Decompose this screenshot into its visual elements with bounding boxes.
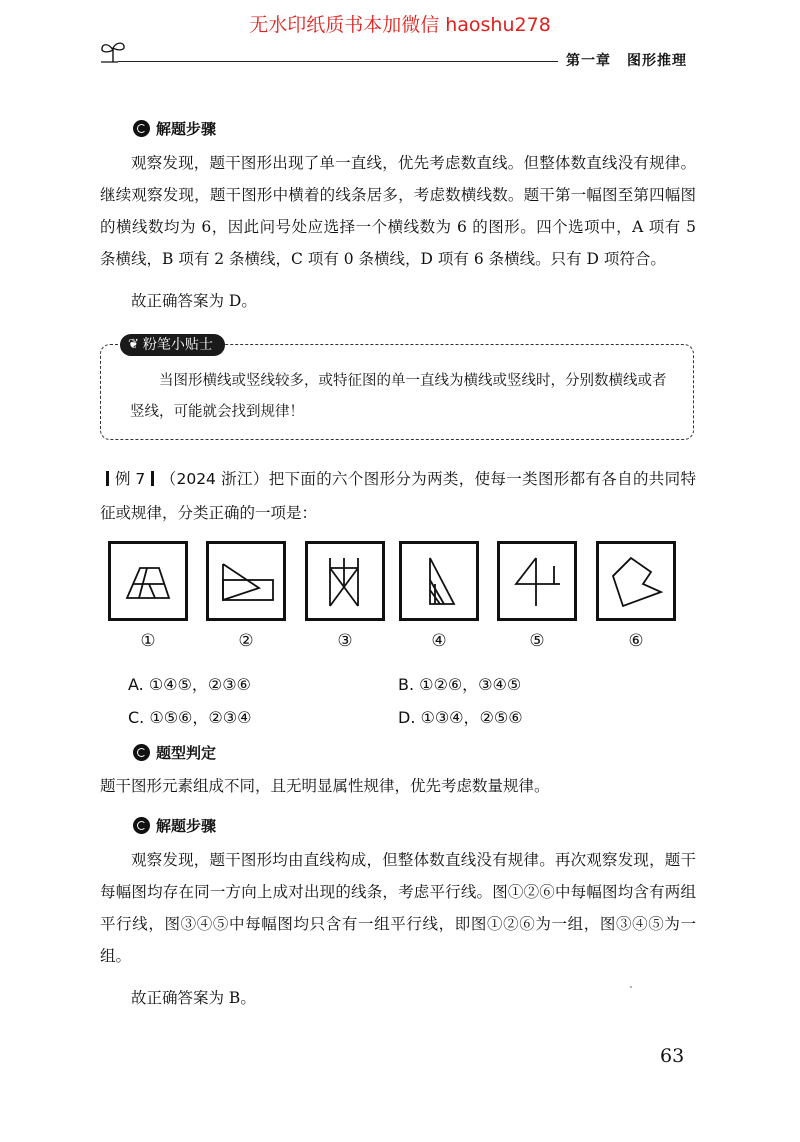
watermark-text: 无水印纸质书本加微信 haoshu278 — [249, 14, 551, 36]
option-b[interactable]: B. ①②⑥，③④⑤ — [398, 675, 522, 694]
figure-3 — [305, 541, 385, 621]
figure-row — [108, 541, 688, 651]
option-d[interactable]: D. ①③④，②⑤⑥ — [398, 708, 523, 727]
page-number: 63 — [660, 1045, 685, 1067]
leaf-icon: ❦ — [128, 337, 139, 352]
example-question — [100, 462, 696, 530]
tip-badge — [120, 334, 225, 356]
figure-4 — [399, 541, 479, 621]
figure-5 — [497, 541, 577, 621]
answer-line-1: 故正确答案为 D。 — [131, 292, 257, 310]
figure-label-3: ③ — [337, 631, 353, 651]
example-label: 例 7 — [100, 462, 160, 496]
figure-label-1: ① — [140, 631, 156, 651]
section-title-type — [133, 742, 216, 763]
stray-dot — [630, 986, 632, 988]
figure-label-2: ② — [238, 631, 254, 651]
figure-2 — [206, 541, 286, 621]
lightbulb-icon — [133, 744, 150, 761]
steps-icon — [133, 817, 150, 834]
option-a[interactable]: A. ①④⑤，②③⑥ — [128, 675, 251, 694]
tip-text: 当图形横线或竖线较多，或特征图的单一直线为横线或竖线时，分别数横线或者竖线，可能就会找到规律！ — [130, 373, 667, 420]
section-title-text: 解题步骤 — [156, 120, 217, 138]
figure-1 — [108, 541, 188, 621]
tip-badge-label: 粉笔小贴士 — [142, 337, 213, 353]
type-judgement-text: 题干图形元素组成不同，且无明显属性规律，优先考虑数量规律。 — [100, 777, 550, 795]
section-title-text: 解题步骤 — [156, 817, 217, 835]
chapter-number: 第一章 — [566, 53, 611, 69]
figure-label-4: ④ — [431, 631, 447, 651]
figure-label-6: ⑥ — [628, 631, 644, 651]
figure-6 — [596, 541, 676, 621]
option-c[interactable]: C. ①⑤⑥，②③④ — [128, 708, 252, 727]
figure-label-5: ⑤ — [529, 631, 545, 651]
question-text: （2024 浙江）把下面的六个图形分为两类，使每一类图形都有各自的共同特征或规律，分类正确的一项是： — [100, 470, 696, 522]
solution-paragraph-2: 观察发现，题干图形均由直线构成，但整体数直线没有规律。再次观察发现，题干每幅图均存在同一方向上成对出现的线条，考虑平行线。图①②⑥中每幅图均含有两组平行线，图③④⑤中每幅图均只含有一组平行线，即图①②⑥为一组，图③④⑤为一组。 — [100, 851, 696, 965]
header-rule — [118, 61, 558, 62]
steps-icon — [133, 120, 150, 137]
section-title-steps-2 — [133, 815, 216, 836]
solution-paragraph-1: 观察发现，题干图形出现了单一直线，优先考虑数直线。但整体数直线没有规律。继续观察发现，题干图形中横着的线条居多，考虑数横线数。题干第一幅图至第四幅图的横线数均为 6，因此问号处应选择一个横线数为 6 的图形。四个选项中，A 项有 5 条横线，B 项有 2 条横线，C 项有 0 条横线，D 项有 6 条横线。只有 D 项符合。 — [100, 154, 696, 268]
section-title-text: 题型判定 — [156, 744, 217, 762]
answer-line-2: 故正确答案为 B。 — [131, 989, 256, 1007]
section-title-steps-1 — [133, 118, 216, 139]
chapter-title: 图形推理 — [627, 53, 687, 69]
chapter-heading — [566, 50, 687, 70]
